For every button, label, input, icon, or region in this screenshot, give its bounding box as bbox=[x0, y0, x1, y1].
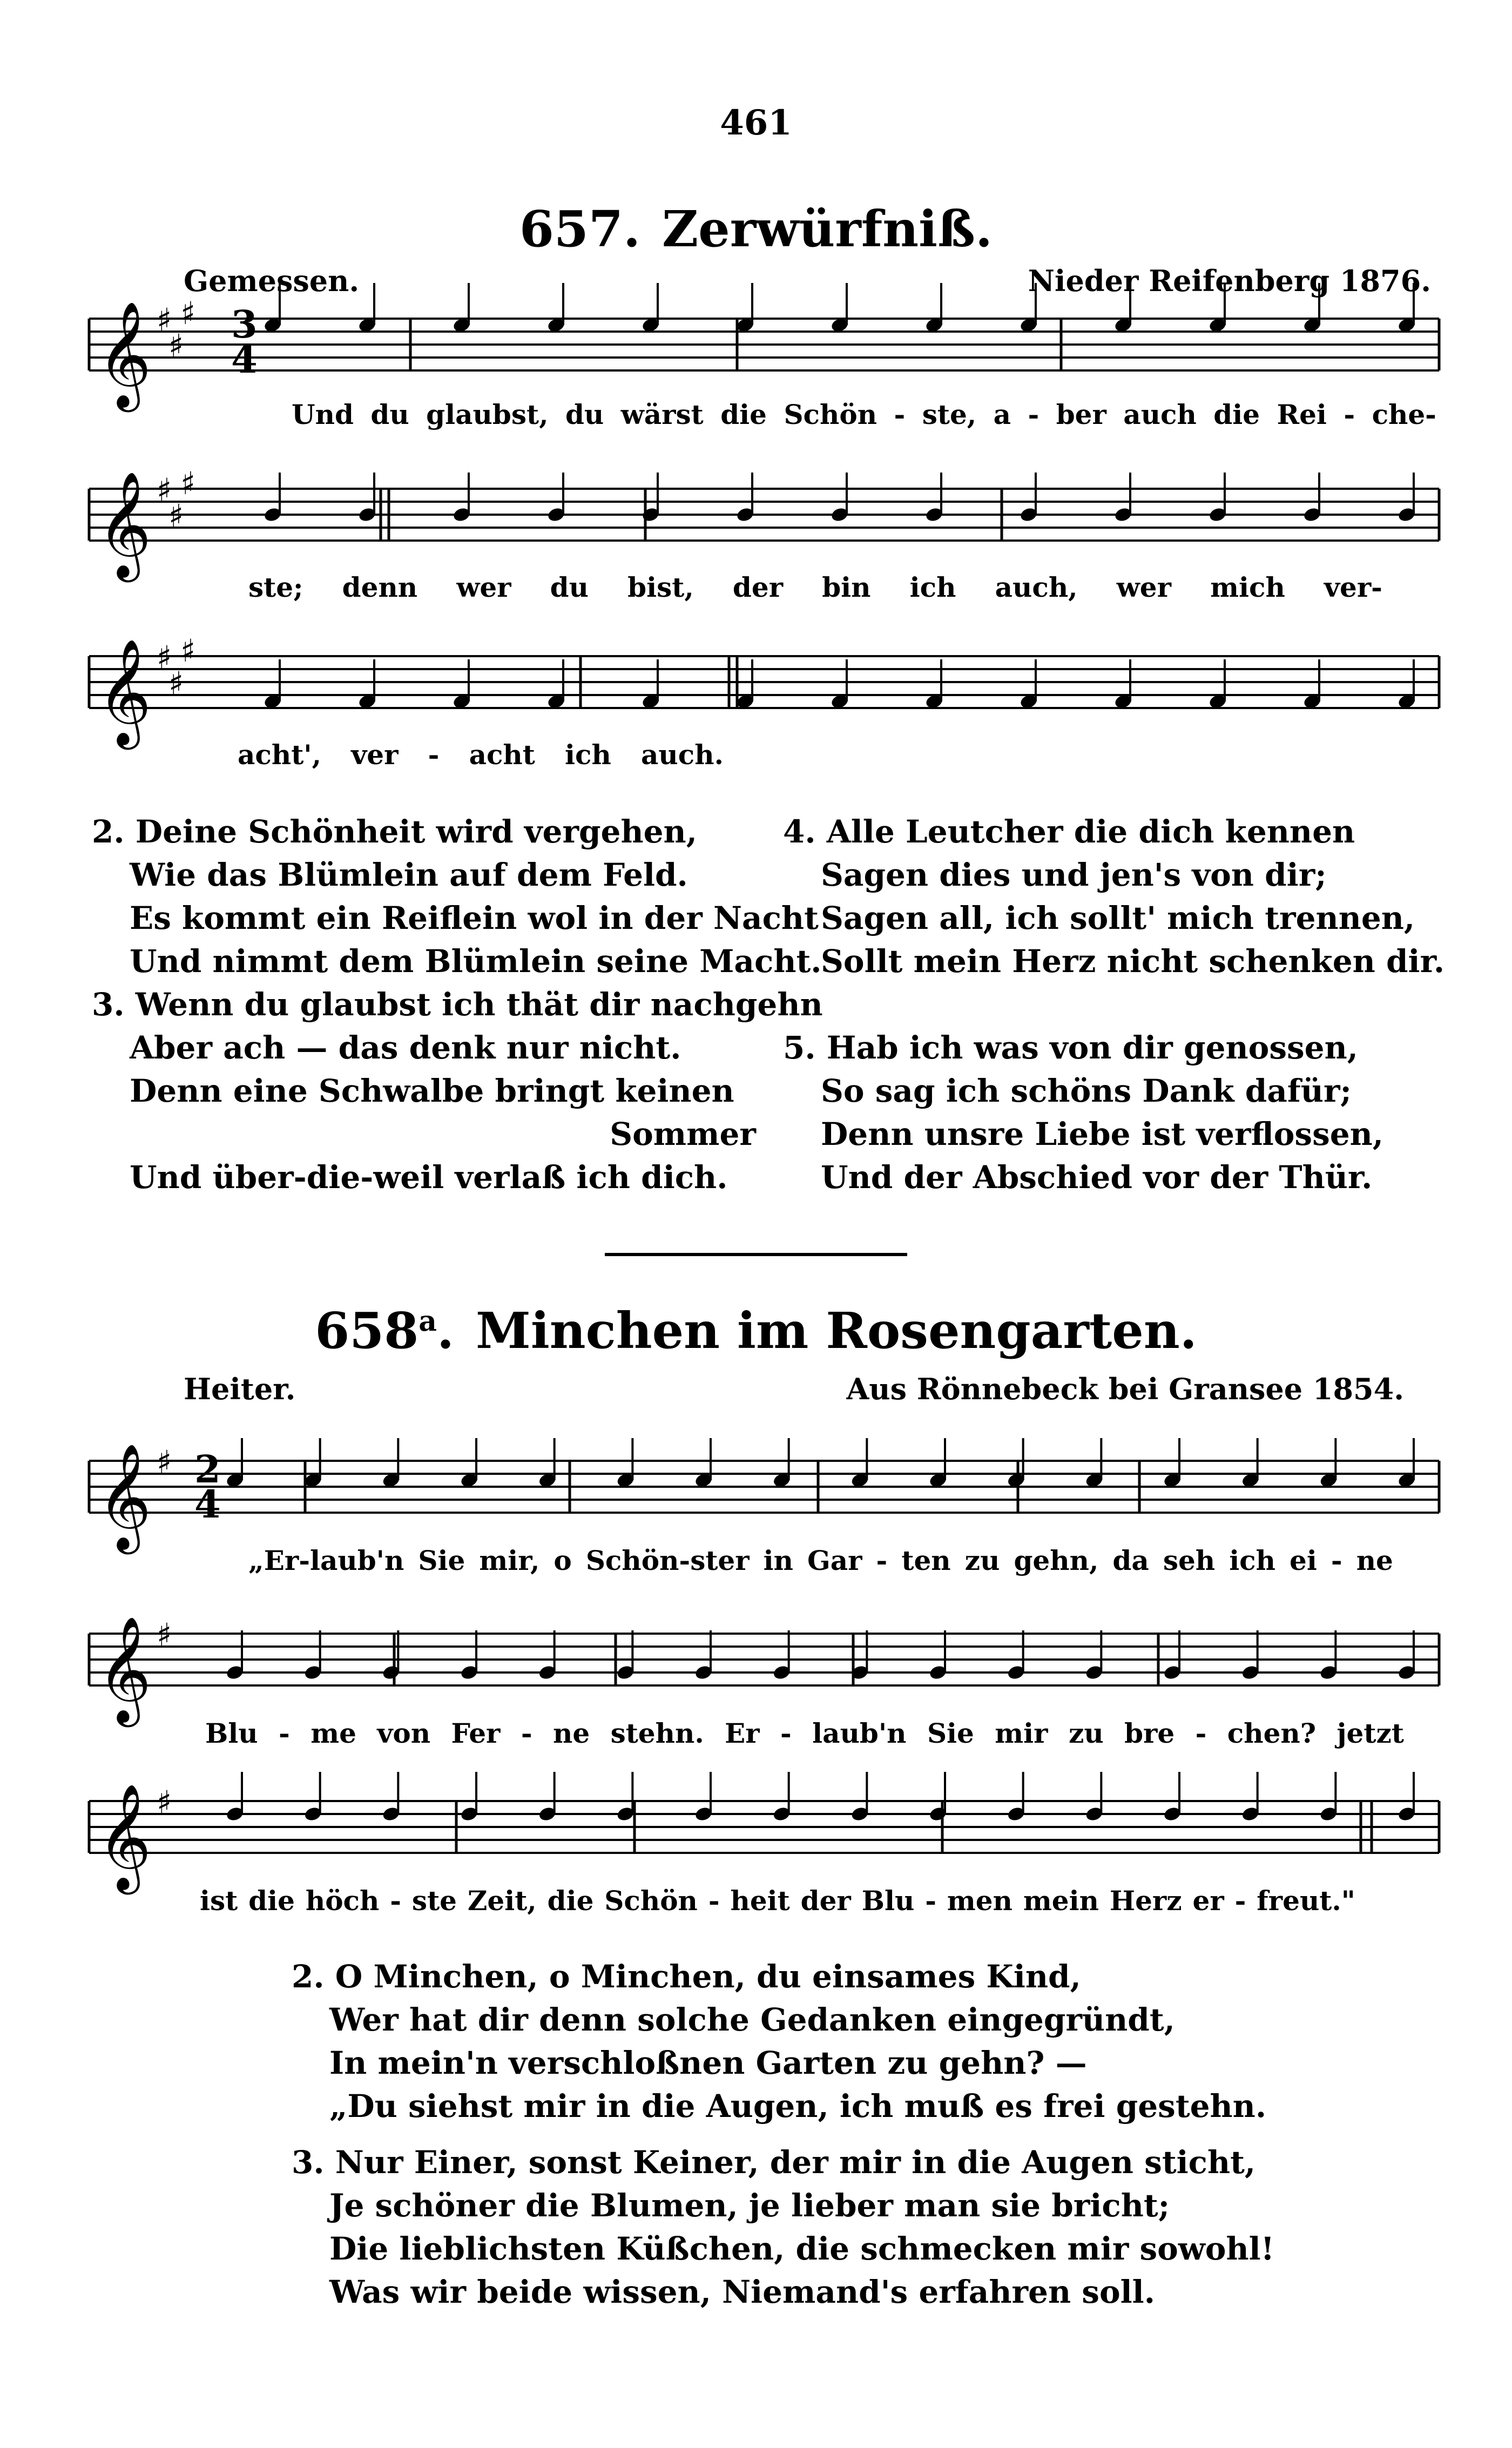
lyric-syllable: ver- bbox=[1324, 571, 1382, 603]
verse-line: Und über-die-weil verlaß ich dich. bbox=[130, 1159, 728, 1196]
verse-number: 5. bbox=[783, 1029, 816, 1066]
sharp-icon: ♯ bbox=[157, 639, 172, 676]
lyric-syllable: bin bbox=[822, 571, 871, 603]
sharp-icon: ♯ bbox=[168, 327, 184, 364]
lyric-syllable: acht bbox=[469, 739, 535, 771]
song-658-suffix: a bbox=[418, 1305, 437, 1338]
sharp-icon: ♯ bbox=[157, 1444, 172, 1480]
verse-line: Wie das Blümlein auf dem Feld. bbox=[130, 857, 688, 893]
lyric-syllable: wärst bbox=[620, 399, 704, 430]
song-657-lyrics-line-1 bbox=[292, 399, 1436, 430]
lyric-syllable: auch. bbox=[641, 739, 724, 771]
lyric-syllable: bre bbox=[1124, 1717, 1175, 1749]
verse-line: Denn unsre Liebe ist verflossen, bbox=[821, 1116, 1383, 1152]
verse-line: Und nimmt dem Blümlein seine Macht. bbox=[130, 943, 822, 980]
lyric-syllable: Schön bbox=[784, 399, 878, 430]
lyric-syllable: - bbox=[428, 739, 440, 771]
lyric-syllable: mein bbox=[1023, 1885, 1099, 1917]
sharp-icon: ♯ bbox=[180, 632, 196, 669]
song-657-verses-left bbox=[92, 810, 823, 1199]
lyric-syllable: ste, bbox=[922, 399, 977, 430]
verse-line: „Du siehst mir in die Augen, ich muß es frei gestehn. bbox=[329, 2088, 1267, 2125]
lyric-syllable: auch, bbox=[995, 571, 1078, 603]
song-658-verses bbox=[292, 1955, 1426, 2314]
verse-line: Sommer bbox=[610, 1116, 756, 1152]
lyric-syllable: - bbox=[390, 1885, 402, 1917]
lyric-syllable: zu bbox=[1068, 1717, 1104, 1749]
lyric-syllable: a bbox=[993, 399, 1011, 430]
verse-line: Nur Einer, sonst Keiner, der mir in die Augen sticht, bbox=[335, 2144, 1256, 2181]
verse-line: So sag ich schöns Dank dafür; bbox=[821, 1073, 1352, 1109]
sharp-icon: ♯ bbox=[157, 471, 172, 508]
lyric-syllable: wer bbox=[1116, 571, 1171, 603]
lyric-syllable: ist bbox=[200, 1885, 238, 1917]
lyric-syllable: wer bbox=[456, 571, 511, 603]
lyric-syllable: ich bbox=[909, 571, 956, 603]
lyric-syllable: laub'n bbox=[812, 1717, 907, 1749]
lyric-syllable: che- bbox=[1372, 399, 1436, 430]
treble-clef-icon: 𝄞 bbox=[97, 1443, 152, 1550]
lyric-syllable: chen? bbox=[1227, 1717, 1317, 1749]
lyric-syllable: ten bbox=[901, 1545, 951, 1576]
lyric-syllable: - bbox=[876, 1545, 888, 1576]
lyric-syllable: - bbox=[1234, 1885, 1246, 1917]
verse-line: Es kommt ein Reiflein wol in der Nacht bbox=[130, 900, 819, 936]
lyric-syllable: o bbox=[554, 1545, 572, 1576]
song-658-time-bottom: 4 bbox=[194, 1482, 221, 1527]
lyric-syllable: die bbox=[1213, 399, 1260, 430]
lyric-syllable: von bbox=[377, 1717, 431, 1749]
lyric-syllable: höch bbox=[305, 1885, 380, 1917]
song-657-verses-right bbox=[783, 810, 1447, 1199]
song-658-tempo: Heiter. bbox=[184, 1372, 296, 1406]
lyric-syllable: du bbox=[565, 399, 604, 430]
verse-number: 2. bbox=[92, 813, 125, 850]
song-658-time-top: 2 bbox=[194, 1447, 221, 1492]
song-658-lyrics-line-1 bbox=[248, 1545, 1393, 1576]
lyric-syllable: mir bbox=[995, 1717, 1048, 1749]
sharp-icon: ♯ bbox=[180, 465, 196, 502]
treble-clef-icon: 𝄞 bbox=[97, 301, 152, 408]
song-657-name: Zerwürfniß. bbox=[662, 200, 993, 258]
lyric-syllable: - bbox=[708, 1885, 720, 1917]
treble-clef-icon: 𝄞 bbox=[97, 638, 152, 745]
verse-3 bbox=[292, 2141, 1426, 2314]
song-658-lyrics-line-3 bbox=[200, 1885, 1355, 1917]
lyric-syllable: mich bbox=[1210, 571, 1285, 603]
lyric-syllable: stehn. bbox=[610, 1717, 704, 1749]
verse-line: Wer hat dir denn solche Gedanken eingegründt, bbox=[329, 2001, 1175, 2038]
lyric-syllable: ich bbox=[1229, 1545, 1275, 1576]
sharp-icon: ♯ bbox=[180, 295, 196, 332]
lyric-syllable: er bbox=[1192, 1885, 1224, 1917]
lyric-syllable: Rei bbox=[1277, 399, 1327, 430]
lyric-syllable: Herz bbox=[1109, 1885, 1182, 1917]
lyric-syllable: seh bbox=[1163, 1545, 1216, 1576]
lyric-syllable: da bbox=[1112, 1545, 1149, 1576]
verse-number: 2. bbox=[292, 1958, 325, 1995]
verse-line: Wenn du glaubst ich thät dir nachgehn bbox=[135, 986, 823, 1023]
lyric-syllable: Zeit, bbox=[467, 1885, 537, 1917]
verse-line: Und der Abschied vor der Thür. bbox=[821, 1159, 1373, 1196]
lyric-syllable: - bbox=[925, 1885, 936, 1917]
verse-line: Alle Leutcher die dich kennen bbox=[826, 813, 1355, 850]
song-657-number: 657. bbox=[519, 200, 640, 258]
lyric-syllable: ne bbox=[552, 1717, 590, 1749]
song-657-lyrics-line-2 bbox=[248, 571, 1382, 603]
lyric-syllable: ei bbox=[1290, 1545, 1317, 1576]
sharp-icon: ♯ bbox=[168, 665, 184, 702]
song-658-lyrics-line-2 bbox=[205, 1717, 1404, 1749]
treble-clef-icon: 𝄞 bbox=[97, 1616, 152, 1723]
verse-line: Je schöner die Blumen, je lieber man sie bricht; bbox=[329, 2187, 1170, 2224]
lyric-syllable: die bbox=[720, 399, 767, 430]
sharp-icon: ♯ bbox=[157, 1784, 172, 1820]
treble-clef-icon: 𝄞 bbox=[97, 471, 152, 578]
lyric-syllable: die bbox=[248, 1885, 295, 1917]
lyric-syllable: me bbox=[310, 1717, 356, 1749]
lyric-syllable: in bbox=[763, 1545, 793, 1576]
verse-number: 4. bbox=[783, 813, 816, 850]
lyric-syllable: „Er-laub'n bbox=[248, 1545, 404, 1576]
lyric-syllable: die bbox=[547, 1885, 594, 1917]
verse-number: 3. bbox=[92, 986, 125, 1023]
lyric-syllable: Sie bbox=[927, 1717, 974, 1749]
verse-2 bbox=[92, 810, 822, 983]
verse-line: Die lieblichsten Küßchen, die schmecken mir sowohl! bbox=[329, 2230, 1275, 2267]
verse-line: Deine Schönheit wird vergehen, bbox=[135, 813, 697, 850]
song-657-lyrics-line-3 bbox=[238, 739, 724, 771]
song-657-source: Nieder Reifenberg 1876. bbox=[1028, 264, 1431, 298]
sharp-icon: ♯ bbox=[168, 497, 184, 534]
verse-4 bbox=[783, 810, 1447, 983]
lyric-syllable: - bbox=[1195, 1717, 1207, 1749]
lyric-syllable: Blu bbox=[861, 1885, 915, 1917]
lyric-syllable: men bbox=[947, 1885, 1013, 1917]
sharp-icon: ♯ bbox=[157, 301, 172, 338]
verse-line: Was wir beide wissen, Niemand's erfahren soll. bbox=[329, 2274, 1155, 2310]
treble-clef-icon: 𝄞 bbox=[97, 1783, 152, 1890]
lyric-syllable: Fer bbox=[451, 1717, 501, 1749]
lyric-syllable: Schön bbox=[604, 1885, 698, 1917]
lyric-syllable: der bbox=[732, 571, 784, 603]
verse-line: In mein'n verschloßnen Garten zu gehn? — bbox=[329, 2045, 1087, 2081]
song-658-title bbox=[0, 1301, 1512, 1360]
song-657-time-bottom: 4 bbox=[231, 337, 258, 382]
lyric-syllable: freut." bbox=[1257, 1885, 1355, 1917]
song-657-time-top: 3 bbox=[231, 302, 258, 347]
lyric-syllable: auch bbox=[1123, 399, 1197, 430]
lyric-syllable: der bbox=[800, 1885, 851, 1917]
lyric-syllable: ste bbox=[411, 1885, 457, 1917]
lyric-syllable: ver bbox=[351, 739, 399, 771]
lyric-syllable: - bbox=[1331, 1545, 1342, 1576]
lyric-syllable: ber bbox=[1056, 399, 1106, 430]
lyric-syllable: ne bbox=[1356, 1545, 1393, 1576]
lyric-syllable: - bbox=[780, 1717, 792, 1749]
separator-line bbox=[605, 1253, 907, 1256]
verse-line: Sagen all, ich sollt' mich trennen, bbox=[821, 900, 1415, 936]
lyric-syllable: ste; bbox=[248, 571, 303, 603]
lyric-syllable: - bbox=[1344, 399, 1355, 430]
lyric-syllable: glaubst, bbox=[426, 399, 549, 430]
song-658-name: Minchen im Rosengarten. bbox=[476, 1301, 1197, 1360]
lyric-syllable: gehn, bbox=[1014, 1545, 1099, 1576]
verse-number: 3. bbox=[292, 2144, 325, 2181]
lyric-syllable: - bbox=[894, 399, 906, 430]
lyric-syllable: - bbox=[279, 1717, 290, 1749]
lyric-syllable: jetzt bbox=[1336, 1717, 1404, 1749]
lyric-syllable: Schön-ster bbox=[585, 1545, 750, 1576]
song-658-source: Aus Rönnebeck bei Gransee 1854. bbox=[846, 1372, 1404, 1406]
lyric-syllable: Blu bbox=[205, 1717, 258, 1749]
sharp-icon: ♯ bbox=[157, 1616, 172, 1653]
lyric-syllable: du bbox=[550, 571, 589, 603]
lyric-syllable: - bbox=[1028, 399, 1040, 430]
lyric-syllable: bist, bbox=[627, 571, 694, 603]
lyric-syllable: Und bbox=[292, 399, 354, 430]
lyric-syllable: heit bbox=[730, 1885, 790, 1917]
lyric-syllable: Er bbox=[725, 1717, 760, 1749]
verse-line: Aber ach — das denk nur nicht. bbox=[130, 1029, 681, 1066]
lyric-syllable: du bbox=[370, 399, 409, 430]
verse-2 bbox=[292, 1955, 1426, 2128]
song-657-tempo: Gemessen. bbox=[184, 264, 360, 298]
verse-line: O Minchen, o Minchen, du einsames Kind, bbox=[335, 1958, 1081, 1995]
verse-5 bbox=[783, 1026, 1447, 1199]
song-658-number: 658 bbox=[315, 1301, 419, 1360]
lyric-syllable: zu bbox=[964, 1545, 1000, 1576]
lyric-syllable: acht', bbox=[238, 739, 322, 771]
verse-3 bbox=[92, 983, 823, 1199]
verse-line: Denn eine Schwalbe bringt keinen bbox=[130, 1073, 734, 1109]
lyric-syllable: ich bbox=[565, 739, 611, 771]
lyric-syllable: mir, bbox=[479, 1545, 540, 1576]
verse-line: Sagen dies und jen's von dir; bbox=[821, 857, 1327, 893]
lyric-syllable: Gar bbox=[807, 1545, 862, 1576]
lyric-syllable: denn bbox=[342, 571, 418, 603]
lyric-syllable: - bbox=[521, 1717, 532, 1749]
lyric-syllable: Sie bbox=[418, 1545, 465, 1576]
page-number: 461 bbox=[720, 103, 792, 143]
song-658-dot: . bbox=[436, 1301, 454, 1360]
verse-line: Sollt mein Herz nicht schenken dir. bbox=[821, 943, 1445, 980]
verse-line: Hab ich was von dir genossen, bbox=[826, 1029, 1358, 1066]
